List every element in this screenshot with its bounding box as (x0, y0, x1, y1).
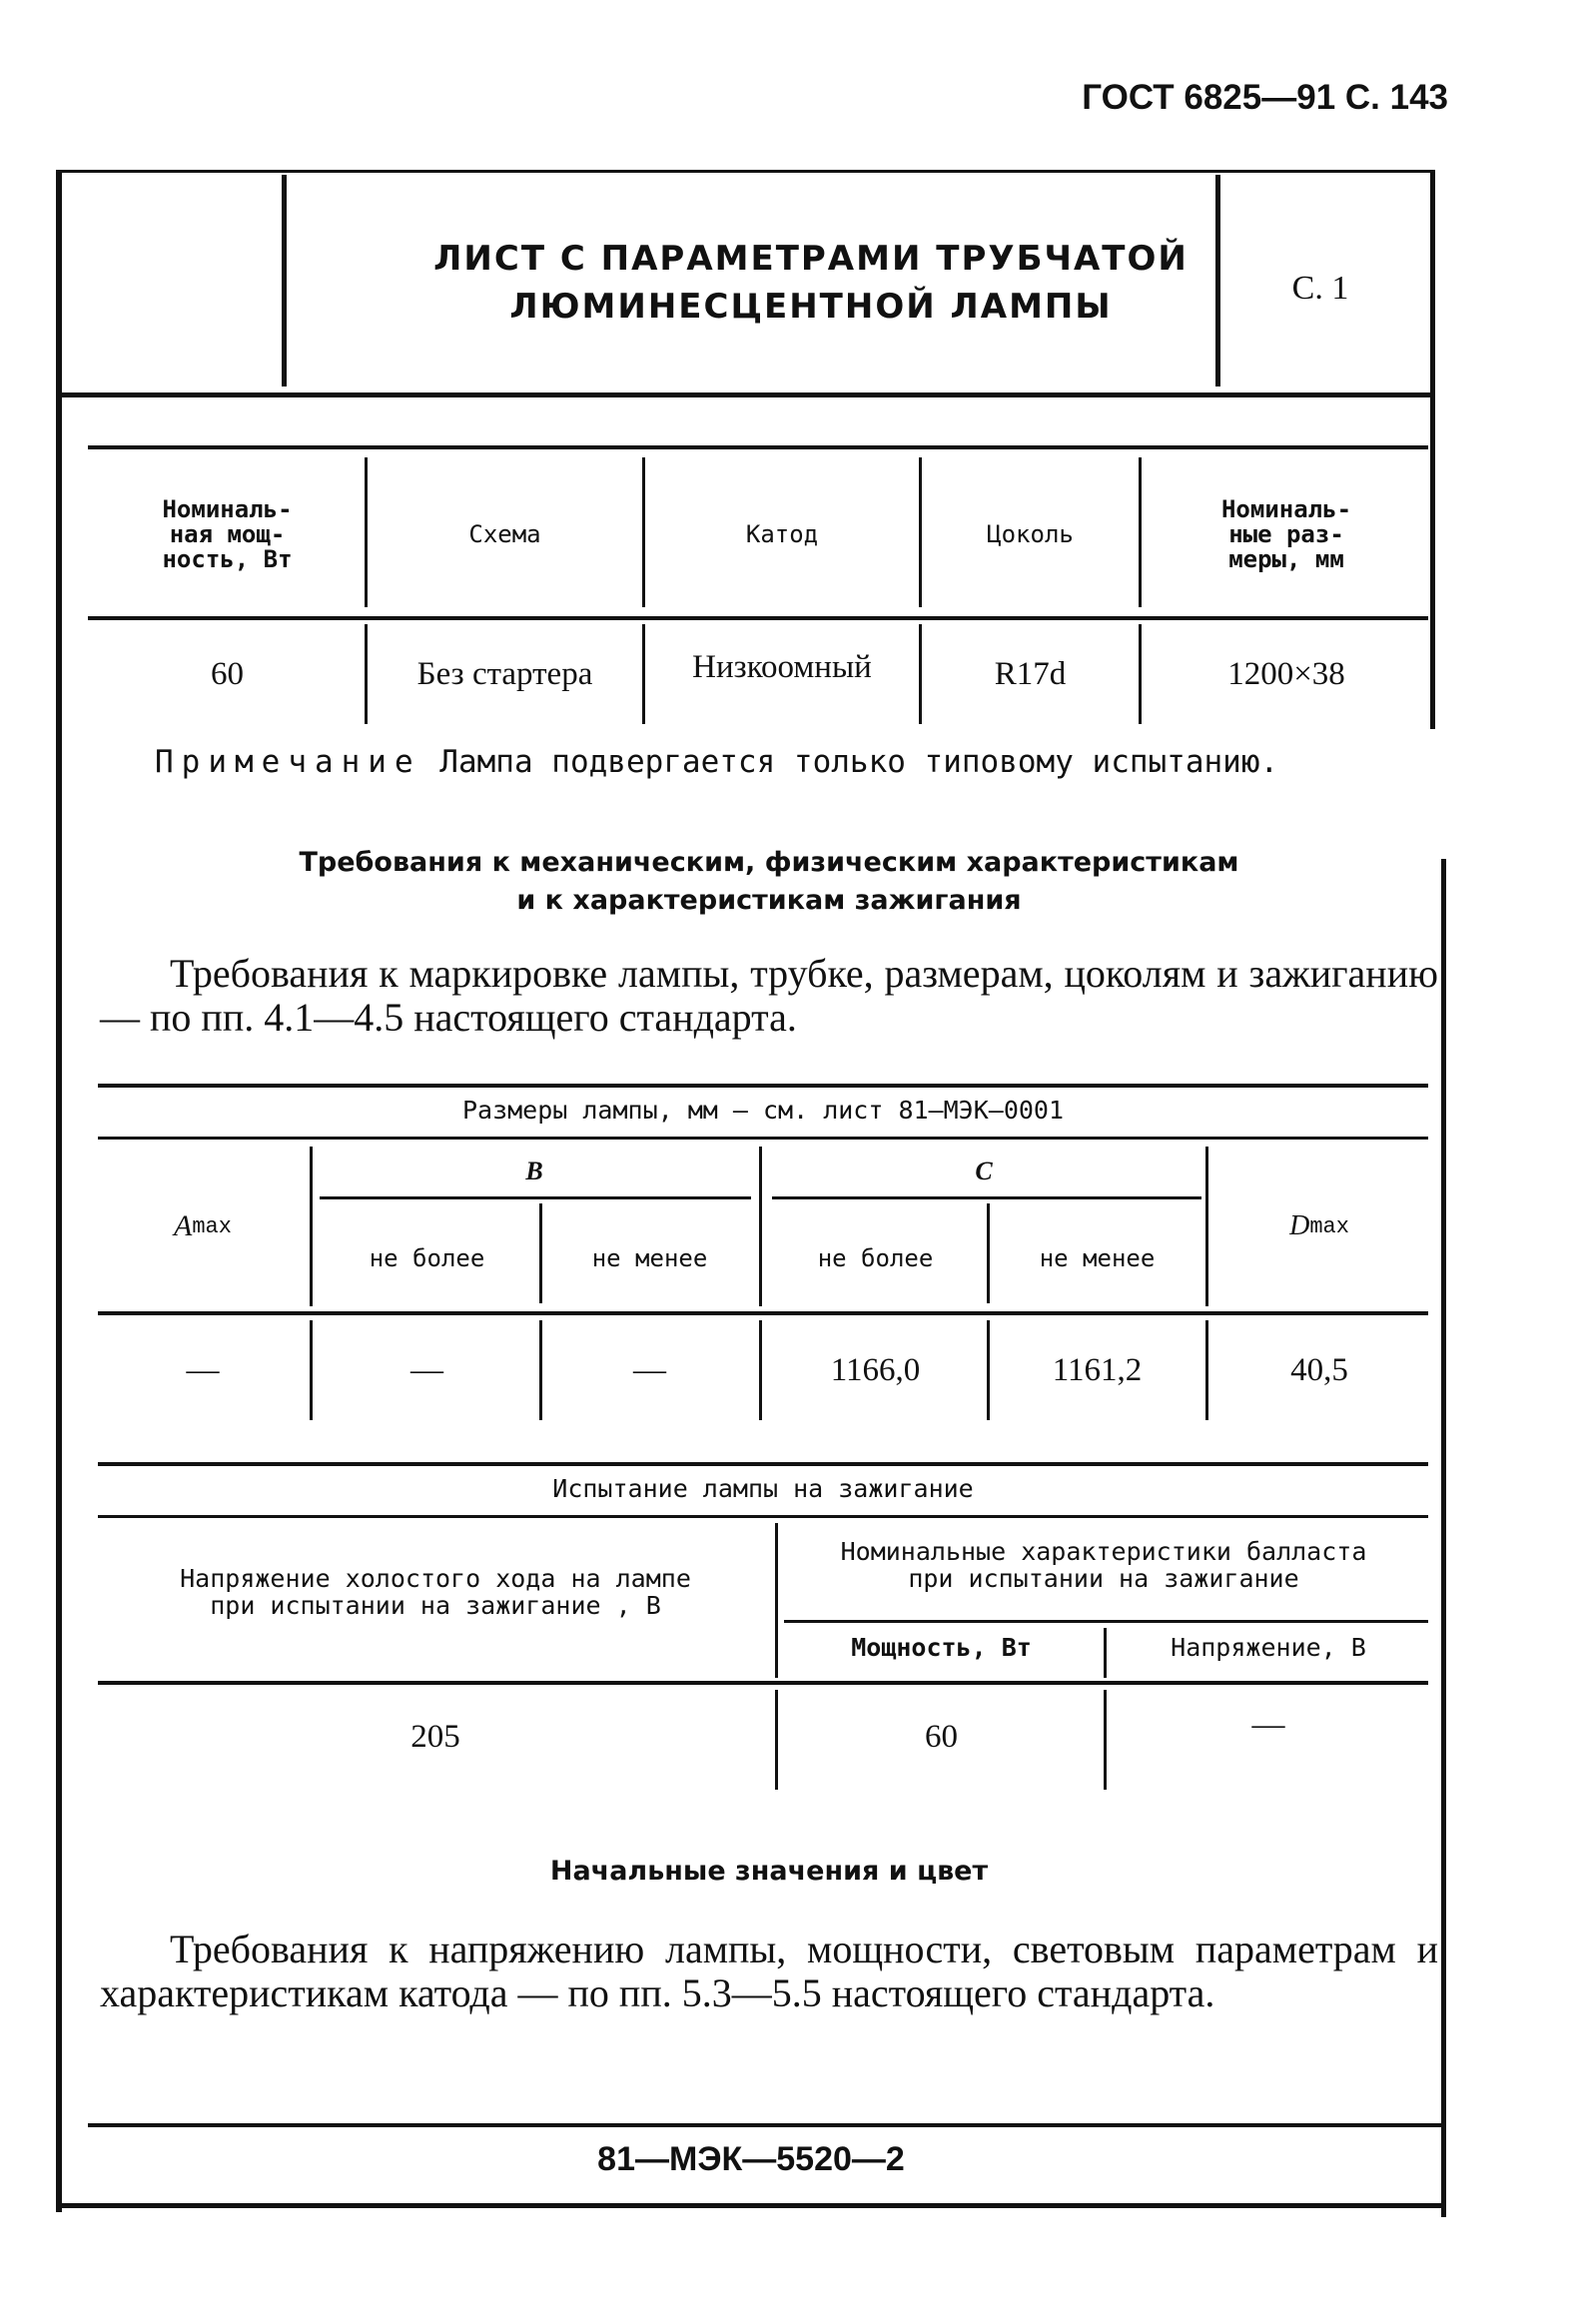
dims-vline-bc (759, 1147, 762, 1306)
frame-left-border (56, 170, 62, 2212)
params-header-scheme: Схема (468, 519, 541, 548)
ign-cell-power: 60 (925, 1719, 958, 1755)
dims-header-c-min: не менее (1039, 1243, 1156, 1272)
params-top-rule (88, 445, 1428, 449)
document-code: 81—МЭК—5520—2 (597, 2140, 905, 2178)
dims-header-c: C (975, 1157, 993, 1185)
dims-row-vline-1 (310, 1320, 313, 1420)
dims-header-d-sub: max (1309, 1213, 1349, 1239)
sheet-title-line1: ЛИСТ С ПАРАМЕТРАМИ ТРУБЧАТОЙ (433, 239, 1189, 279)
ign-header-ballast-voltage: Напряжение, В (1171, 1633, 1366, 1662)
title-bottom-rule (62, 392, 1432, 397)
dims-header-a-sub: max (192, 1213, 232, 1239)
title-block (62, 175, 1430, 394)
frame-bottom-border (56, 2203, 1446, 2208)
ign-caption: Испытание лампы на зажигание (552, 1474, 974, 1503)
sheet-title-line2: ЛЮМИНЕСЦЕНТНОЙ ЛАМПЫ (509, 287, 1113, 327)
ign-vline-main (775, 1523, 778, 1678)
dims-cell-d: 40,5 (1290, 1351, 1348, 1388)
ign-header-ballast-line1: Номинальные характеристики балласта (840, 1537, 1367, 1566)
section2-paragraph (100, 1928, 1438, 2015)
params-cell-base: R17d (994, 655, 1067, 692)
dims-header-b-min: не менее (591, 1243, 708, 1272)
footer-top-rule (88, 2123, 1443, 2127)
dims-header-b: B (525, 1157, 543, 1185)
dims-vline-a (310, 1147, 313, 1306)
dims-row-vline-3 (759, 1320, 762, 1420)
dims-cell-b-min: — (633, 1351, 666, 1388)
dims-cell-b-max: — (410, 1351, 443, 1388)
section1-paragraph-text: Требования к маркировке лампы, трубке, размерам, цоколям и зажиганию — по пп. 4.1—4.5 настоящего стандарта. (100, 951, 1438, 1040)
ign-row-vline-2 (1104, 1690, 1107, 1790)
dims-caption: Размеры лампы, мм — см. лист 81—МЭК—0001 (461, 1096, 1065, 1125)
section1-heading-line2: и к характеристикам зажигания (516, 885, 1022, 916)
dims-header-a-letter: A (174, 1209, 193, 1242)
note-text: Лампа подвергается только типовому испытанию. (420, 744, 1279, 780)
section1-paragraph (100, 952, 1438, 1040)
params-header-power: Номиналь- ная мощ- ность, Вт (162, 494, 293, 573)
section2-heading: Начальные значения и цвет (549, 1856, 989, 1887)
sheet-title (362, 235, 1260, 331)
dims-cell-c-max: 1166,0 (830, 1351, 921, 1388)
dims-header-rule (98, 1311, 1428, 1315)
dims-row-vline-5 (1205, 1320, 1208, 1420)
params-cell-power: 60 (211, 655, 244, 692)
dims-header-b-max: не более (369, 1243, 485, 1272)
params-header-dimensions: Номиналь- ные раз- меры, мм (1220, 494, 1352, 573)
note (155, 744, 1278, 780)
ign-header-ballast-line2: при испытании на зажигание (908, 1564, 1299, 1593)
frame-top-border (56, 170, 1434, 173)
ign-header-voltage (98, 1565, 773, 1619)
ign-cell-voltage: 205 (410, 1719, 460, 1755)
params-cell-dimensions: 1200×38 (1227, 655, 1345, 692)
title-divider-left (282, 175, 287, 387)
ign-vline-sub (1104, 1628, 1107, 1678)
section1-heading (100, 844, 1438, 920)
ign-row-vline-1 (775, 1690, 778, 1790)
ign-header-ballast (779, 1538, 1428, 1592)
dims-header-a (98, 1147, 308, 1306)
dims-vline-cd (1205, 1147, 1208, 1306)
ign-caption-rule (98, 1515, 1428, 1518)
section2-paragraph-text: Требования к напряжению лампы, мощности, световым параметрам и характеристикам катода — по пп. 5.3—5.5 настоящего стандарта. (100, 1927, 1438, 2015)
ign-group-rule (784, 1620, 1428, 1623)
params-cell-cathode: Низкоомный (692, 648, 872, 685)
section1-heading-line1: Требования к механическим, физическим характеристикам (299, 847, 1239, 878)
params-header-cathode: Катод (745, 519, 819, 548)
dims-cell-a: — (186, 1351, 220, 1388)
params-cell-scheme: Без стартера (416, 655, 593, 692)
dims-header-d-letter: D (1289, 1210, 1310, 1241)
dims-caption-rule (98, 1137, 1428, 1140)
dims-cell-c-min: 1161,2 (1052, 1351, 1143, 1388)
ign-cell-ballast-voltage: — (1251, 1707, 1285, 1743)
params-header-base: Цоколь (987, 519, 1074, 548)
dims-b-group-rule (320, 1196, 751, 1199)
sheet-number: С. 1 (1291, 270, 1349, 307)
ign-top-rule (98, 1462, 1428, 1466)
dims-c-group-rule (772, 1196, 1201, 1199)
dims-header-d (1210, 1147, 1428, 1306)
note-label: Примечание (155, 744, 421, 780)
ign-header-power: Мощность, Вт (851, 1633, 1032, 1662)
frame-right-border-lower (1441, 859, 1446, 2217)
ign-header-voltage-line2: при испытании на зажигание , В (210, 1591, 661, 1620)
page-reference: ГОСТ 6825—91 С. 143 (1082, 78, 1448, 117)
dims-top-rule (98, 1084, 1428, 1088)
ign-header-voltage-line1: Напряжение холостого хода на лампе (180, 1564, 691, 1593)
dims-header-c-max: не более (817, 1243, 934, 1272)
